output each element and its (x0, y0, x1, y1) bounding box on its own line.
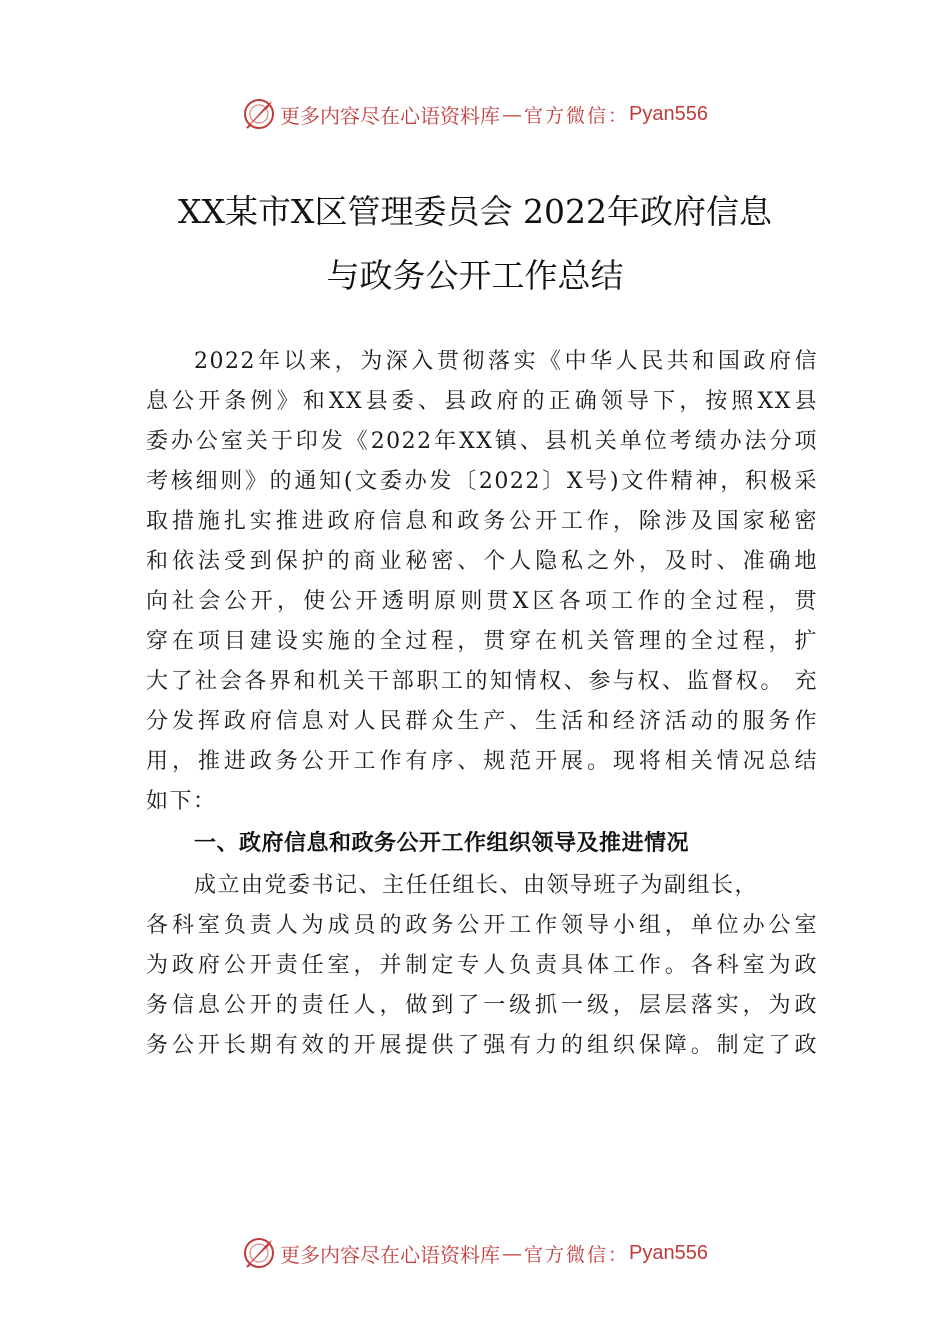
banner-wechat-id: Pyan556 (629, 1241, 708, 1264)
text-line: 如下： (146, 789, 217, 814)
text-line: 取措施扎实推进政府信息和政务公开工作，除涉及国家秘密 (146, 509, 818, 534)
banner-separator: — (502, 102, 522, 126)
text-line: 考核细则》的通知(文委办发〔2022〕X号)文件精神，积极采 (146, 469, 818, 494)
text-line: 分发挥政府信息对人民群众生产、生活和经济活动的服务作 (146, 709, 818, 734)
document-title-line1: XX某市X区管理委员会 2022年政府信息 (178, 192, 772, 231)
paragraph-intro (146, 342, 818, 822)
text-line: 2022年以来，为深入贯彻落实《中华人民共和国政府信 (194, 349, 818, 374)
banner-wechat-id: Pyan556 (629, 102, 708, 125)
text-line: 委办公室关于印发《2022年XX镇、县机关单位考绩办法分项 (146, 429, 818, 454)
text-line: 为政府公开责任室，并制定专人负责具体工作。各科室为政 (146, 953, 818, 978)
banner-label: 官方微信： (524, 1243, 630, 1266)
text-line: 用，推进政务公开工作有序、规范开展。现将相关情况总结 (146, 749, 818, 774)
text-line: 和依法受到保护的商业秘密、个人隐私之外，及时、准确地 (146, 549, 818, 574)
footer-watermark-banner (0, 1233, 950, 1273)
text-line: 向社会公开，使公开透明原则贯X区各项工作的全过程，贯 (146, 589, 818, 614)
quill-seal-icon (242, 1236, 276, 1270)
banner-text: 更多内容尽在心语资料库 (280, 103, 500, 128)
header-watermark-banner (0, 94, 950, 134)
text-line: 大了社会各界和机关干部职工的知情权、参与权、监督权。 充 (146, 669, 818, 694)
text-line: 穿在项目建设实施的全过程，贯穿在机关管理的全过程，扩 (146, 629, 818, 654)
section-heading-1: 一、政府信息和政务公开工作组织领导及推进情况 (194, 830, 690, 855)
text-line: 各科室负责人为成员的政务公开工作领导小组，单位办公室 (146, 913, 818, 938)
quill-seal-icon (242, 97, 276, 131)
banner-text: 更多内容尽在心语资料库 (280, 1242, 500, 1267)
document-title-line2: 与政务公开工作总结 (326, 256, 624, 295)
banner-label: 官方微信： (524, 104, 630, 127)
text-line: 息公开条例》和XX县委、县政府的正确领导下，按照XX县 (146, 389, 818, 414)
text-line: 务信息公开的责任人，做到了一级抓一级，层层落实，为政 (146, 993, 818, 1018)
text-line: 成立由党委书记、主任任组长、由领导班子为副组长， (194, 873, 759, 898)
text-line: 务公开长期有效的开展提供了强有力的组织保障。制定了政 (146, 1033, 818, 1058)
paragraph-section-1 (146, 866, 818, 1066)
banner-separator: — (502, 1241, 522, 1265)
